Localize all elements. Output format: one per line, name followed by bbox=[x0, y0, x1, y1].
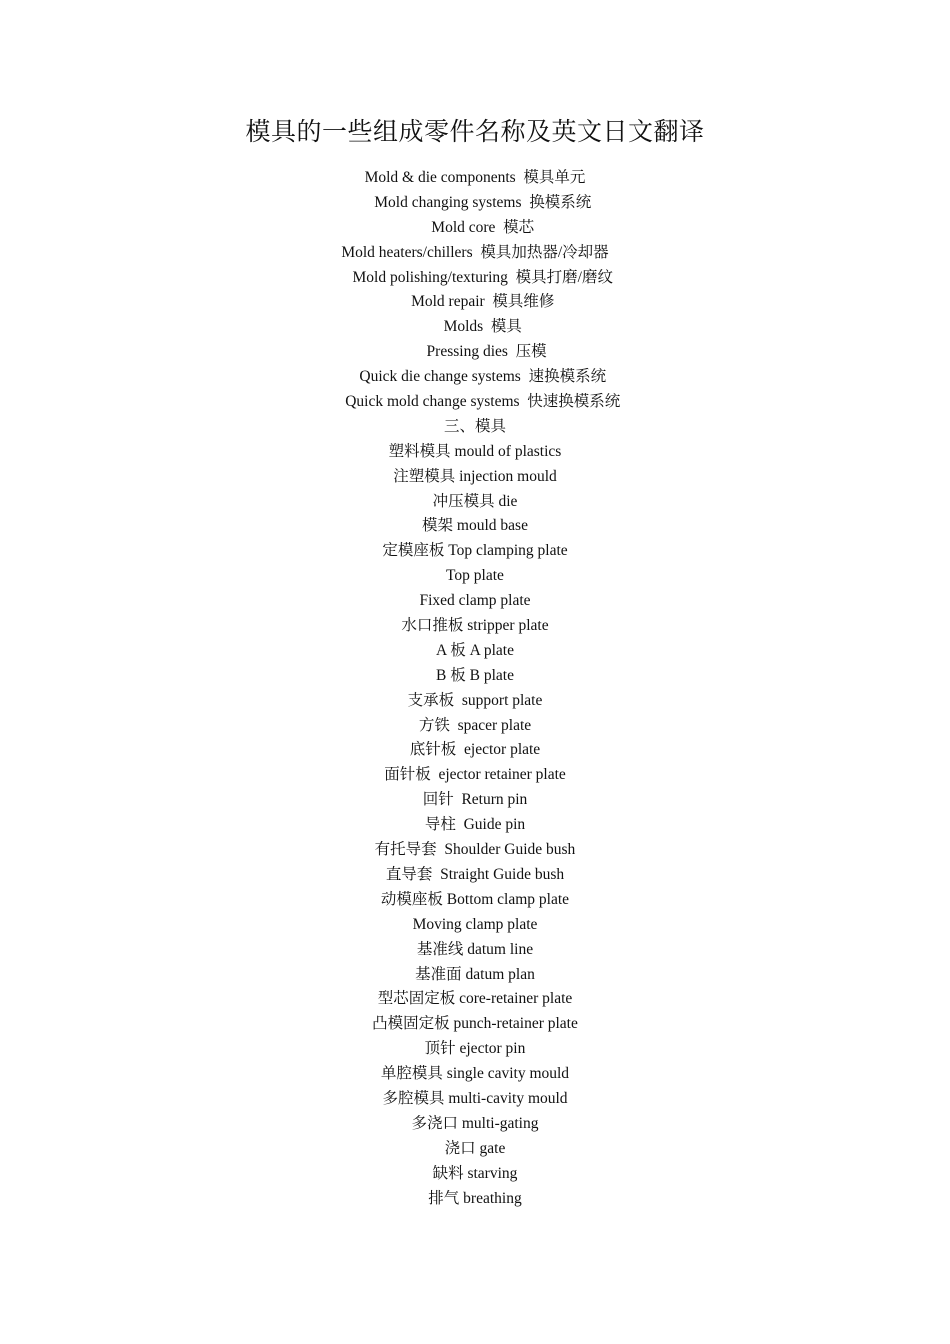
term-entry: Top plate bbox=[446, 567, 504, 585]
term-entry: 多腔模具 multi-cavity mould bbox=[382, 1089, 568, 1107]
term-entry: B 板 B plate bbox=[436, 666, 514, 684]
term-entry: 浇口 gate bbox=[444, 1139, 506, 1157]
term-entry: A 板 A plate bbox=[436, 641, 514, 659]
term-entry: Moving clamp plate bbox=[412, 915, 538, 933]
term-entry: 型芯固定板 core-retainer plate bbox=[377, 990, 573, 1008]
term-entry: Mold polishing/texturing 模具打磨/磨纹 bbox=[337, 268, 613, 286]
term-entry: 模架 mould base bbox=[422, 517, 528, 535]
term-entry: 单腔模具 single cavity mould bbox=[380, 1065, 570, 1083]
document-title: 模具的一些组成零件名称及英文日文翻译 bbox=[245, 119, 705, 146]
term-entry: 支承板 support plate bbox=[407, 691, 543, 709]
term-entry: Quick die change systems 速换模系统 bbox=[343, 368, 607, 386]
term-entry: Quick mold change systems 快速换模系统 bbox=[329, 393, 621, 411]
term-entry: 方铁 spacer plate bbox=[418, 716, 532, 734]
term-entry: 顶针 ejector pin bbox=[424, 1040, 526, 1058]
term-entry: 排气 breathing bbox=[428, 1189, 522, 1207]
term-entry: Pressing dies 压模 bbox=[403, 343, 547, 361]
term-entry: 底针板 ejector plate bbox=[409, 741, 541, 759]
term-entry: 基准面 datum plan bbox=[415, 965, 535, 983]
term-entry: 有托导套 Shoulder Guide bush bbox=[374, 841, 576, 859]
term-entry: 塑料模具 mould of plastics bbox=[388, 442, 562, 460]
term-entry: Fixed clamp plate bbox=[419, 592, 531, 610]
term-entry: Mold heaters/chillers 模具加热器/冷却器 bbox=[341, 243, 609, 261]
term-entry: Mold & die components 模具单元 bbox=[364, 169, 586, 186]
term-entry: Molds 模具 bbox=[428, 318, 522, 336]
term-entry: 基准线 datum line bbox=[416, 940, 534, 958]
term-entry: 面针板 ejector retainer plate bbox=[384, 766, 566, 784]
term-entry: 冲压模具 die bbox=[432, 492, 518, 510]
term-entry: Mold core 模芯 bbox=[415, 218, 535, 236]
term-entry: 多浇口 multi-gating bbox=[411, 1114, 539, 1132]
term-entry: 动模座板 Bottom clamp plate bbox=[380, 890, 570, 908]
term-entry: 直导套 Straight Guide bush bbox=[385, 865, 565, 883]
term-entry: 水口推板 stripper plate bbox=[401, 617, 549, 635]
term-entry: 回针 Return pin bbox=[422, 791, 528, 809]
term-entry: 缺料 starving bbox=[432, 1164, 518, 1182]
term-entry: 导柱 Guide pin bbox=[424, 816, 526, 834]
term-entry: 凸模固定板 punch-retainer plate bbox=[372, 1015, 578, 1033]
term-list bbox=[0, 166, 950, 1211]
term-entry: Mold repair 模具维修 bbox=[395, 293, 555, 311]
term-entry: 三、模具 bbox=[443, 417, 506, 435]
term-entry: Mold changing systems 换模系统 bbox=[358, 193, 592, 211]
term-entry: 注塑模具 injection mould bbox=[393, 467, 557, 485]
term-entry: 定模座板 Top clamping plate bbox=[382, 542, 568, 560]
